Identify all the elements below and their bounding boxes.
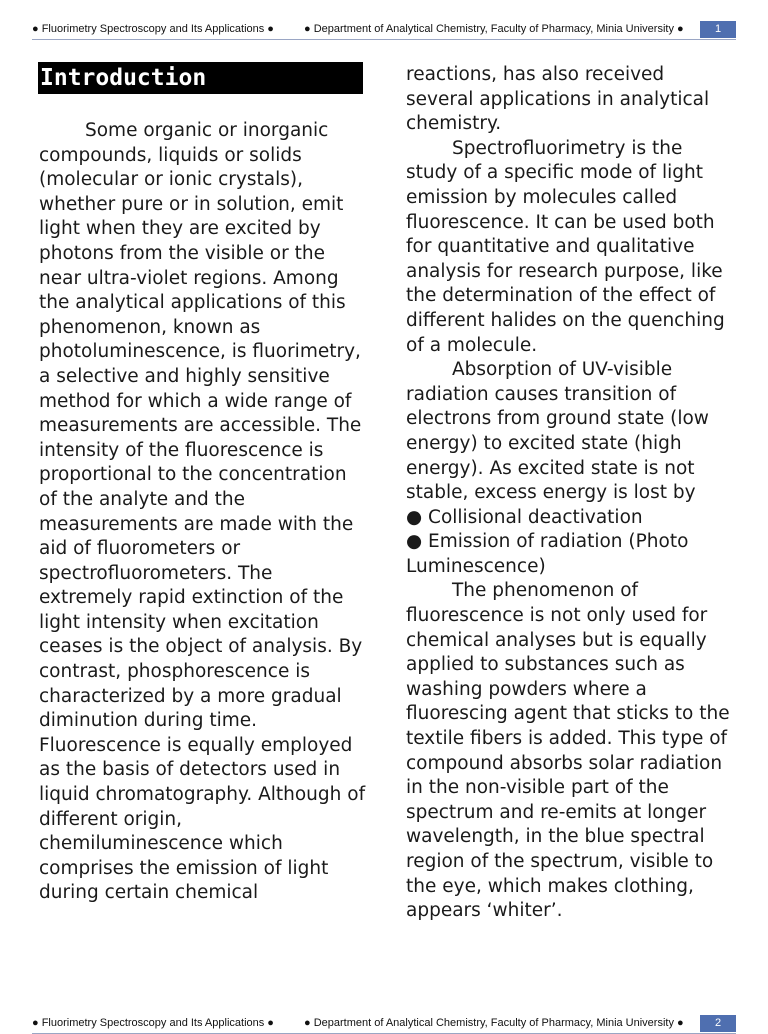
next-page-header — [32, 1014, 736, 1034]
left-column — [39, 119, 369, 906]
spectrofluorimetry-paragraph: Spectrofluorimetry is the study of a specific mode of light emission by molecules called fluorescence. It can be used both for quantitative and qualitative analysis for research purpose, like the determination of the effect of different halides on the quenching of a molecule. — [406, 137, 725, 356]
header-course-title: ● Fluorimetry Spectroscopy and Its Applications ● — [32, 23, 274, 35]
next-page-number-badge: 2 — [700, 1015, 736, 1032]
bullet-emission: ● Emission of radiation (Photo Luminescence) — [406, 531, 689, 577]
page-number-badge: 1 — [700, 21, 736, 38]
right-column — [406, 63, 736, 924]
page-header — [32, 20, 736, 40]
intro-paragraph: Some organic or inorganic compounds, liquids or solids (molecular or ionic crystals), whether pure or in solution, emit light when they are excited by photons from the visible or the near ultra-violet regions. Among the analytical applications of this phenomenon, known as photoluminescence, is fluorimetry, a selective and highly sensitive method for which a wide range of measurements are accessible. The intensity of the fluorescence is proportional to the concentration of the analyte and the measurements are made with the aid of fluorometers or spectrofluorometers. The extremely rapid extinction of the light intensity when excitation ceases is the object of analysis. By contrast, phosphorescence is characterized by a more gradual diminution during time. Fluorescence is equally employed as the basis of detectors used in liquid chromatography. Although of different origin, chemiluminescence which comprises the emission of light during certain chemical — [39, 120, 366, 904]
applications-paragraph: The phenomenon of fluorescence is not only used for chemical analyses but is equally applied to substances such as washing powders where a fluorescing agent that sticks to the textile fibers is added. This type of compound absorbs solar radiation in the non-visible part of the spectrum and re-emits at longer wavelength, in the blue spectral region of the spectrum, visible to the eye, which makes clothing, appears ‘whiter’. — [406, 580, 730, 922]
absorption-paragraph: Absorption of UV-visible radiation causes transition of electrons from ground state (low energy) to excited state (high energy). As excited state is not stable, excess energy is lost by — [406, 359, 709, 504]
next-header-course-title: ● Fluorimetry Spectroscopy and Its Applications ● — [32, 1017, 274, 1029]
next-header-department: ● Department of Analytical Chemistry, Faculty of Pharmacy, Minia University ● — [304, 1017, 684, 1029]
section-heading: Introduction — [38, 62, 363, 94]
continued-paragraph: reactions, has also received several applications in analytical chemistry. — [406, 64, 710, 135]
header-department: ● Department of Analytical Chemistry, Faculty of Pharmacy, Minia University ● — [304, 23, 684, 35]
bullet-collisional: ● Collisional deactivation — [406, 506, 643, 528]
